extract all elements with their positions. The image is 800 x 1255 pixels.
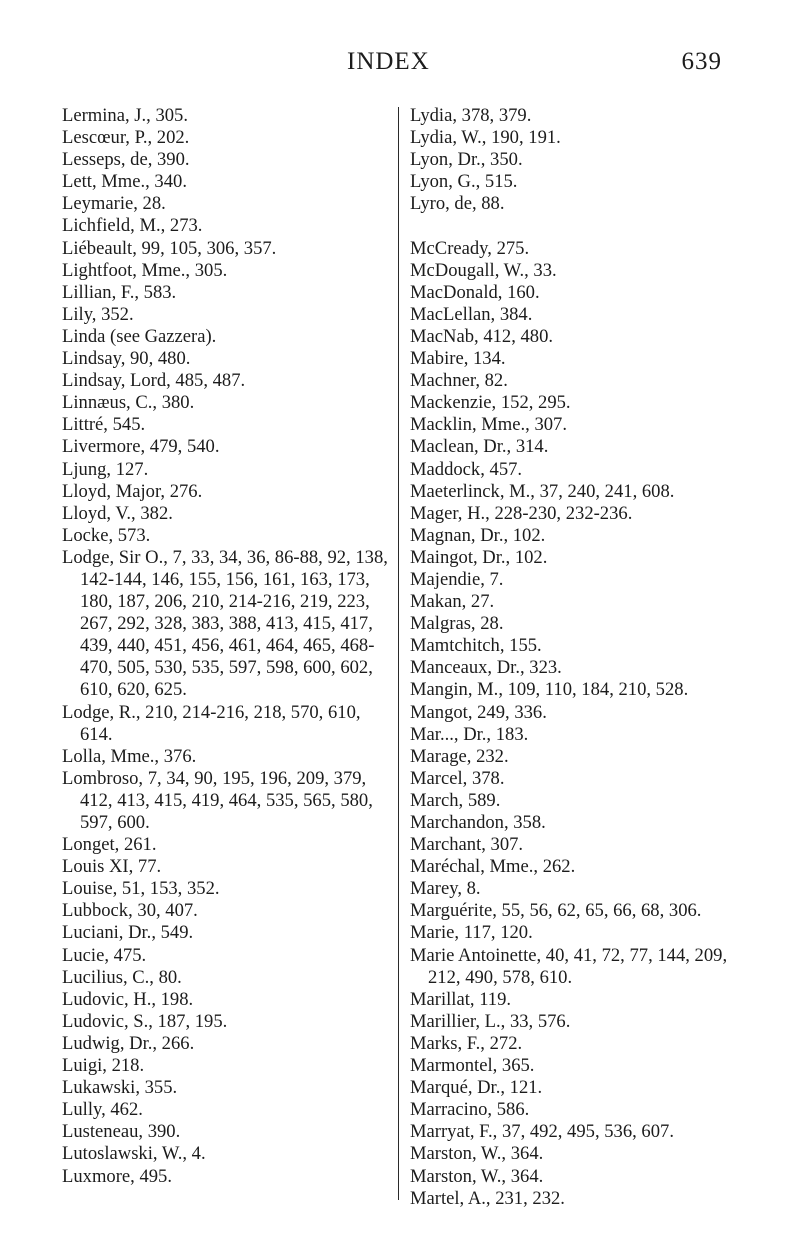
- index-entry: Marie Antoinette, 40, 41, 72, 77, 144, 209, 212, 490, 578, 610.: [410, 944, 728, 988]
- index-entry: Marracino, 586.: [410, 1099, 530, 1121]
- index-entry: Livermore, 479, 540.: [62, 436, 220, 458]
- index-entry: Linda (see Gazzera).: [62, 325, 217, 347]
- index-entry: Manceaux, Dr., 323.: [410, 657, 562, 679]
- index-entry: Lyon, G., 515.: [410, 171, 518, 193]
- index-entry: Ludovic, H., 198.: [62, 988, 194, 1010]
- index-entry: Maréchal, Mme., 262.: [410, 856, 576, 878]
- index-entry: Macklin, Mme., 307.: [410, 414, 567, 436]
- index-entry: Lubbock, 30, 407.: [62, 900, 198, 922]
- index-entry: Marcel, 378.: [410, 767, 505, 789]
- running-title: INDEX: [347, 48, 430, 75]
- index-entry: Marqué, Dr., 121.: [410, 1077, 543, 1099]
- column-divider: [398, 107, 399, 1200]
- index-entry: Liébeault, 99, 105, 306, 357.: [62, 237, 277, 259]
- index-entry: Lukawski, 355.: [62, 1077, 178, 1099]
- index-entry: Maddock, 457.: [410, 458, 523, 480]
- index-entry: Lily, 352.: [62, 303, 134, 325]
- index-entry: Lutoslawski, W., 4.: [62, 1143, 206, 1165]
- index-entry: Lyro, de, 88.: [410, 193, 505, 215]
- index-entry: Lillian, F., 583.: [62, 281, 177, 303]
- index-entry: Lucie, 475.: [62, 944, 147, 966]
- index-entry: Maeterlinck, M., 37, 240, 241, 608.: [410, 480, 675, 502]
- index-entry: Lolla, Mme., 376.: [62, 745, 197, 767]
- index-entry: Marage, 232.: [410, 745, 509, 767]
- index-entry: Lydia, 378, 379.: [410, 105, 532, 126]
- index-entry: Magnan, Dr., 102.: [410, 524, 546, 546]
- index-entry: Marie, 117, 120.: [410, 922, 533, 944]
- index-entry: Maingot, Dr., 102.: [410, 546, 548, 568]
- index-entry: Mangin, M., 109, 110, 184, 210, 528.: [410, 679, 689, 701]
- index-entry: Lightfoot, Mme., 305.: [62, 259, 228, 281]
- page-number: 639: [681, 48, 722, 75]
- index-entry: Lydia, W., 190, 191.: [410, 127, 561, 149]
- index-entry: Maclean, Dr., 314.: [410, 436, 549, 458]
- index-entry: Longet, 261.: [62, 834, 157, 856]
- index-entry: Lescœur, P., 202.: [62, 127, 190, 149]
- index-entry: Leymarie, 28.: [62, 193, 166, 215]
- index-entry: MacNab, 412, 480.: [410, 325, 554, 347]
- index-entry: Lesseps, de, 390.: [62, 149, 190, 171]
- index-entry: McDougall, W., 33.: [410, 259, 557, 281]
- index-entry: Locke, 573.: [62, 524, 151, 546]
- index-entry: Louis XI, 77.: [62, 856, 162, 878]
- index-entry: Mangot, 249, 336.: [410, 701, 547, 723]
- index-column-right: [410, 105, 740, 1210]
- index-entry: Lyon, Dr., 350.: [410, 149, 523, 171]
- index-entry: Marillier, L., 33, 576.: [410, 1010, 571, 1032]
- index-entry: Mabire, 134.: [410, 348, 506, 370]
- index-entry: March, 589.: [410, 789, 501, 811]
- section-gap: [410, 215, 740, 237]
- index-entry: Marston, W., 364.: [410, 1143, 544, 1165]
- index-entry: Marey, 8.: [410, 878, 481, 900]
- index-entry: Littré, 545.: [62, 414, 146, 436]
- index-entry: MacDonald, 160.: [410, 281, 540, 303]
- index-entry: Ludwig, Dr., 266.: [62, 1032, 195, 1054]
- index-entry: Lodge, Sir O., 7, 33, 34, 36, 86-88, 92, 138, 142-144, 146, 155, 156, 161, 163, 173, 180, 187, 206, 210, 214-216, 219, 223, 267, 292, 328, 383, 388, 413, 415, 417, 439, 440, 451, 456, 461, 464, 465, 468-470, 505, 530, 535, 597, 598, 600, 602, 610, 620, 625.: [62, 546, 388, 701]
- index-entry: Lindsay, 90, 480.: [62, 348, 191, 370]
- index-entry: Marguérite, 55, 56, 62, 65, 66, 68, 306.: [410, 900, 702, 922]
- index-entry: Marillat, 119.: [410, 988, 512, 1010]
- index-entry: Lindsay, Lord, 485, 487.: [62, 370, 246, 392]
- index-entry: Makan, 27.: [410, 591, 495, 613]
- index-entry: Marks, F., 272.: [410, 1032, 523, 1054]
- page-header: [0, 48, 800, 84]
- index-entry: Lodge, R., 210, 214-216, 218, 570, 610, 614.: [62, 701, 361, 745]
- index-entry: Mackenzie, 152, 295.: [410, 392, 571, 414]
- index-entry: Lloyd, V., 382.: [62, 502, 173, 524]
- index-entry: McCready, 275.: [410, 237, 530, 259]
- index-entry: Marryat, F., 37, 492, 495, 536, 607.: [410, 1121, 674, 1143]
- index-entry: Mamtchitch, 155.: [410, 635, 542, 657]
- index-entry: Lully, 462.: [62, 1099, 143, 1121]
- index-entry: Linnæus, C., 380.: [62, 392, 195, 414]
- index-entry: Lermina, J., 305.: [62, 105, 188, 126]
- index-entry: Lett, Mme., 340.: [62, 171, 187, 193]
- index-entry: Lloyd, Major, 276.: [62, 480, 203, 502]
- index-entry: Marchandon, 358.: [410, 812, 546, 833]
- index-entry: Lusteneau, 390.: [62, 1121, 181, 1143]
- index-entry: Mar..., Dr., 183.: [410, 723, 529, 745]
- index-entry: Marmontel, 365.: [410, 1055, 535, 1077]
- index-entry: Ljung, 127.: [62, 458, 149, 480]
- index-entry: Lucilius, C., 80.: [62, 966, 182, 988]
- index-entry: Luciani, Dr., 549.: [62, 922, 194, 944]
- index-entry: MacLellan, 384.: [410, 303, 533, 325]
- index-entry: Marston, W., 364.: [410, 1165, 544, 1187]
- index-entry: Luxmore, 495.: [62, 1165, 172, 1187]
- index-entry: Luigi, 218.: [62, 1055, 145, 1077]
- index-entry: Louise, 51, 153, 352.: [62, 878, 220, 900]
- index-entry: Malgras, 28.: [410, 613, 504, 635]
- index-entry: Mager, H., 228-230, 232-236.: [410, 502, 633, 524]
- index-column-left: [62, 105, 392, 1188]
- index-entry: Ludovic, S., 187, 195.: [62, 1010, 228, 1032]
- index-entry: Lichfield, M., 273.: [62, 215, 203, 237]
- index-entry: Majendie, 7.: [410, 568, 504, 590]
- index-entry: Martel, A., 231, 232.: [410, 1187, 565, 1209]
- index-entry: Marchant, 307.: [410, 834, 524, 856]
- index-entry: Lombroso, 7, 34, 90, 195, 196, 209, 379, 412, 413, 415, 419, 464, 535, 565, 580, 597, 600.: [62, 767, 373, 833]
- index-entry: Machner, 82.: [410, 370, 508, 392]
